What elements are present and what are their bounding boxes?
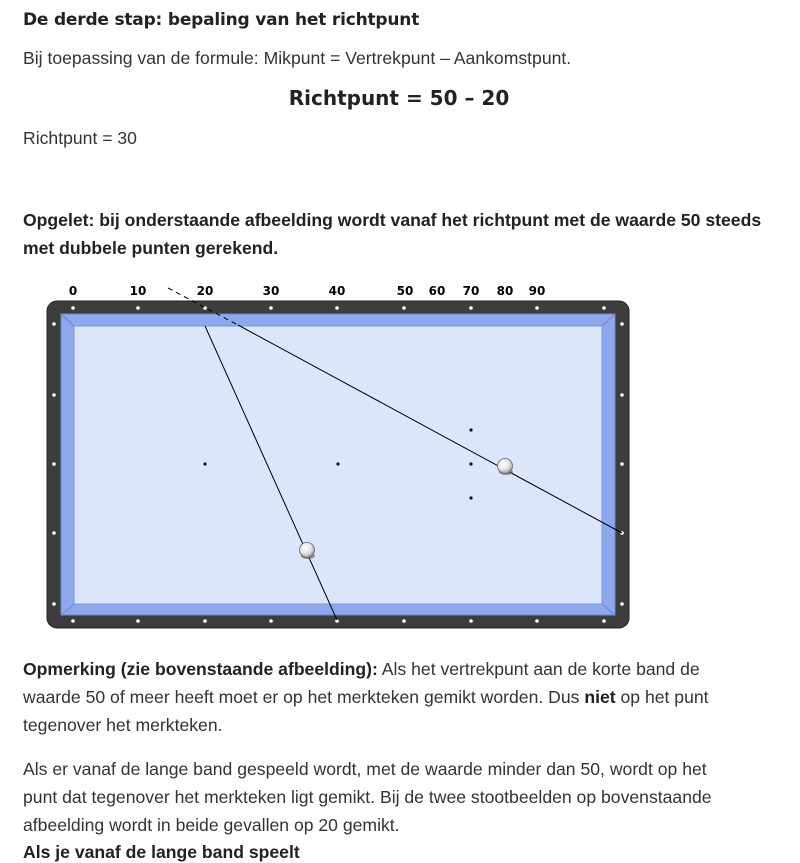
rail-diamond: [402, 306, 406, 310]
formula: Richtpunt = 50 – 20: [288, 86, 510, 110]
remark-bold-niet: niet: [584, 687, 616, 707]
billiard-table-diagram: [40, 280, 640, 637]
remark-line-1: [23, 655, 700, 683]
cloth-spot: [203, 462, 206, 465]
scale-label-50: 50: [396, 284, 414, 298]
rail-diamond: [136, 619, 140, 623]
section-heading: De derde stap: bepaling van het richtpunt: [23, 10, 420, 30]
cloth-spot: [469, 496, 472, 499]
remark-line-3: [23, 711, 223, 739]
rail-diamond: [602, 619, 606, 623]
rail-diamond: [620, 322, 624, 326]
result-text: Richtpunt = 30: [23, 128, 137, 148]
scale-label-20: 20: [196, 284, 214, 298]
rail-diamond: [535, 306, 539, 310]
billiard-table-svg: [40, 280, 640, 632]
rail-diamond: [335, 306, 339, 310]
rail-diamond: [620, 602, 624, 606]
rail-diamond: [52, 531, 56, 535]
scale-label-40: 40: [328, 284, 346, 298]
rail-diamond: [469, 306, 473, 310]
rail-diamond: [136, 306, 140, 310]
rail-diamond: [469, 619, 473, 623]
paragraph-2-line-1: Als er vanaf de lange band gespeeld wordt, met de waarde minder dan 50, wordt op het: [23, 759, 707, 779]
rail-diamond: [535, 619, 539, 623]
cloth-spot: [336, 462, 339, 465]
remark-text-2b: op het punt: [615, 687, 709, 707]
rail-diamond: [52, 322, 56, 326]
rail-diamond: [402, 619, 406, 623]
intro-text: Bij toepassing van de formule: Mikpunt = Vertrekpunt – Aankomstpunt.: [23, 48, 572, 68]
scale-label-10: 10: [129, 284, 147, 298]
rail-diamond: [269, 619, 273, 623]
remark-text-1: Als het vertrekpunt aan de korte band de: [377, 659, 700, 679]
rail-diamond: [620, 462, 624, 466]
paragraph-2-line-2: punt dat tegenover het merkteken ligt gemikt. Bij de twee stootbeelden op bovenstaande: [23, 787, 712, 807]
scale-label-60: 60: [428, 284, 446, 298]
warning-text: Opgelet: bij onderstaande afbeelding wordt vanaf het richtpunt met de waarde 50 steeds met dubbele punten gerekend.: [23, 210, 762, 258]
remark-label: Opmerking (zie bovenstaande afbeelding):: [23, 659, 378, 679]
remark-text-3: tegenover het merkteken.: [23, 715, 223, 735]
rail-diamond: [71, 619, 75, 623]
rail-diamond: [52, 602, 56, 606]
remark-text-2a: waarde 50 of meer heeft moet er op het merkteken gemikt worden. Dus: [23, 687, 585, 707]
scale-label-30: 30: [262, 284, 280, 298]
rail-diamond: [602, 306, 606, 310]
rail-diamond: [269, 306, 273, 310]
ball-right: [498, 459, 514, 476]
ball-left: [300, 543, 316, 560]
rail-diamond: [52, 393, 56, 397]
scale-label-70: 70: [462, 284, 480, 298]
scale-label-0: 0: [68, 284, 78, 298]
rail-diamond: [203, 619, 207, 623]
paragraph-2-line-3: afbeelding wordt in beide gevallen op 20 gemikt.: [23, 815, 400, 835]
rail-diamond: [52, 462, 56, 466]
rail-diamond: [71, 306, 75, 310]
next-heading-partial: Als je vanaf de lange band speelt: [23, 842, 300, 862]
rail-diamond: [620, 393, 624, 397]
cloth-spot: [469, 428, 472, 431]
remark-line-2: [23, 683, 709, 711]
scale-label-80: 80: [496, 284, 514, 298]
cloth-spot: [469, 462, 472, 465]
scale-label-90: 90: [528, 284, 546, 298]
